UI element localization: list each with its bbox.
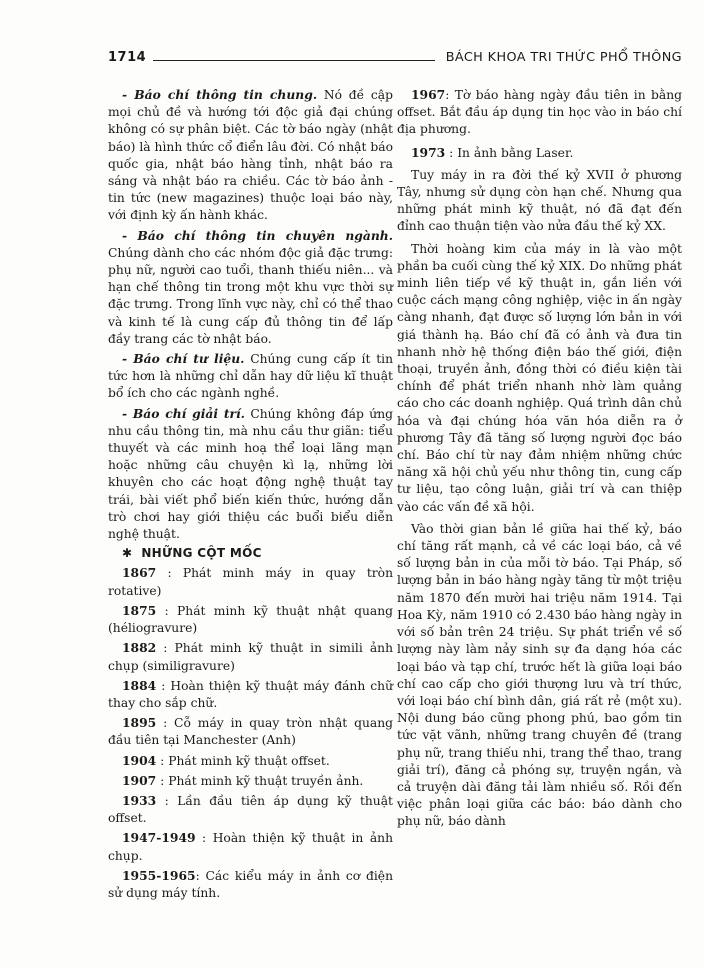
book-title: BÁCH KHOA TRI THỨC PHỔ THÔNG: [445, 50, 682, 65]
paragraph-entertainment-press: - Báo chí giải trí. Chúng không đáp ứng nhu cầu thông tin, mà nhu cầu thư giãn: tiểu thuyết và các minh hoạ thể loại lãng mạn hoặc những câu chuyện kì lạ, những lời khuyên cho các hoạt động nghệ thuật tay trái, bài viết phổ biến kiến thức, hướng dẫn trò chơi hay giới thiệu các buổi biểu diễn nghệ thuật.: [108, 405, 393, 542]
page-number: 1714: [108, 50, 147, 65]
paragraph-documentary-press: - Báo chí tư liệu. Chúng cung cấp ít tin tức hơn là những chỉ dẫn hay dữ liệu kĩ thuật bổ ích cho các ngành nghề.: [108, 351, 393, 401]
milestone-item: 1884 : Hoàn thiện kỹ thuật máy đánh chữ thay cho sắp chữ.: [108, 677, 393, 710]
milestone-item: 1955-1965: Các kiểu máy in ảnh cơ điện sử dụng máy tính.: [108, 867, 393, 900]
milestone-item: 1895 : Cỗ máy in quay tròn nhật quang đầu tiên tại Manchester (Anh): [108, 715, 393, 748]
milestone-item: 1967: Tờ báo hàng ngày đầu tiên in bằng offset. Bắt đầu áp dụng tin học vào in báo chí địa phương.: [397, 87, 682, 137]
left-column: [108, 86, 393, 904]
milestone-item: 1973 : In ảnh bằng Laser.: [411, 144, 574, 160]
section-heading: ✱ NHỮNG CỘT MỐC: [122, 546, 262, 561]
paragraph-golden-age: Thời hoàng kim của máy in là vào một phần ba cuối cùng thế kỷ XIX. Do những phát minh liên tiếp về kỹ thuật in, gắn liền với cuộc cách mạng công nghiệp, việc in ấn ngày càng nhanh, đạt được số lượng lớn bản in với giá thành hạ. Báo chí đã có ảnh và đưa tin nhanh nhờ hệ thống điện báo thế giới, điện thoại, truyền ảnh, đồng thời có điều kiện tài chính để phát triển nhanh nhờ làm quảng cáo cho các doanh nghiệp. Quá trình dân chủ hóa và đại chúng hóa văn hóa diễn ra ở phương Tây đã tăng số lượng người đọc báo chí. Báo chí từ nay đảm nhiệm những chức năng xã hội chủ yếu như thông tin, cung cấp tư liệu, tạo công luận, giải trí và can thiệp vào các vấn đề xã hội.: [397, 241, 682, 514]
page-header: [108, 48, 682, 70]
paragraph-growth: Vào thời gian bản lề giữa hai thế kỷ, báo chí tăng rất mạnh, cả về các loại báo, cả về số lượng bản in của mỗi tờ báo. Tại Pháp, số lượng bản in báo hàng ngày tăng từ một triệu năm 1870 đến mười hai triệu năm 1914. Tại Hoa Kỳ, năm 1910 có 2.430 báo hàng ngày in với số bản trên 24 triệu. Sự phát triển về số lượng này làm nảy sinh sự đa dạng hóa các loại báo và tạp chí, trước hết là giữa loại báo chí cao cấp cho giới thượng lưu và trí thức, với loại báo chí bình dân, giá rất rẻ (một xu). Nội dung báo cũng phong phú, bao gồm tin tức vặt vãnh, những trang chuyên đề (trang phụ nữ, trang thiếu nhi, trang thể thao, trang giải trí), đăng cả phóng sự, truyện ngắn, và cả truyện dài đăng tải làm nhiều số. Rồi đến việc phân loại giữa các báo: báo dành cho phụ nữ, báo dành: [397, 521, 682, 829]
milestone-item: 1875 : Phát minh kỹ thuật nhật quang (héliogravure): [108, 602, 393, 636]
bullet-icon: ✱: [122, 546, 142, 561]
milestone-item: 1907 : Phát minh kỹ thuật truyền ảnh.: [122, 772, 364, 788]
milestone-item: 1933 : Lần đầu tiên áp dụng kỹ thuật offset.: [108, 792, 393, 826]
paragraph-general-press: - Báo chí thông tin chung. Nó đề cập mọi chủ đề và hướng tới độc giả đại chúng không có sự phân biệt. Các tờ báo ngày (nhật báo) là hình thức cổ điển lâu đời. Có nhật báo quốc gia, nhật báo hàng tỉnh, nhật báo ra sáng và nhật báo ra chiều. Các tờ báo ảnh - tin tức (new magazines) thuộc loại báo này, với định kỳ ấn hành khác.: [108, 87, 394, 223]
milestone-item: 1904 : Phát minh kỹ thuật offset.: [122, 752, 330, 768]
right-column: [397, 86, 682, 836]
paragraph-printing-origin: Tuy máy in ra đời thế kỷ XVII ở phương Tây, nhưng sử dụng còn hạn chế. Nhưng qua những phát minh kỹ thuật, nó đã đạt đến đỉnh cao thuận tiện vào nửa đầu thế kỷ XX.: [397, 167, 682, 234]
milestone-item: 1882 : Phát minh kỹ thuật in simili ảnh chụp (similigravure): [108, 640, 393, 673]
milestone-item: 1867 : Phát minh máy in quay tròn rotative): [108, 565, 393, 598]
header-rule: [153, 60, 435, 61]
milestone-item: 1947-1949 : Hoàn thiện kỹ thuật in ảnh chụp.: [108, 830, 393, 863]
paragraph-specialized-press: - Báo chí thông tin chuyên ngành. Chúng dành cho các nhóm độc giả đặc trưng: phụ nữ, người cao tuổi, thanh thiếu niên... và hạn chế thông tin trong một khu vực thời sự đặc trưng. Trong lĩnh vực này, chỉ có thể thao và kinh tế là cung cấp đủ thông tin để lấp đầy trang các tờ nhật báo.: [108, 227, 393, 346]
